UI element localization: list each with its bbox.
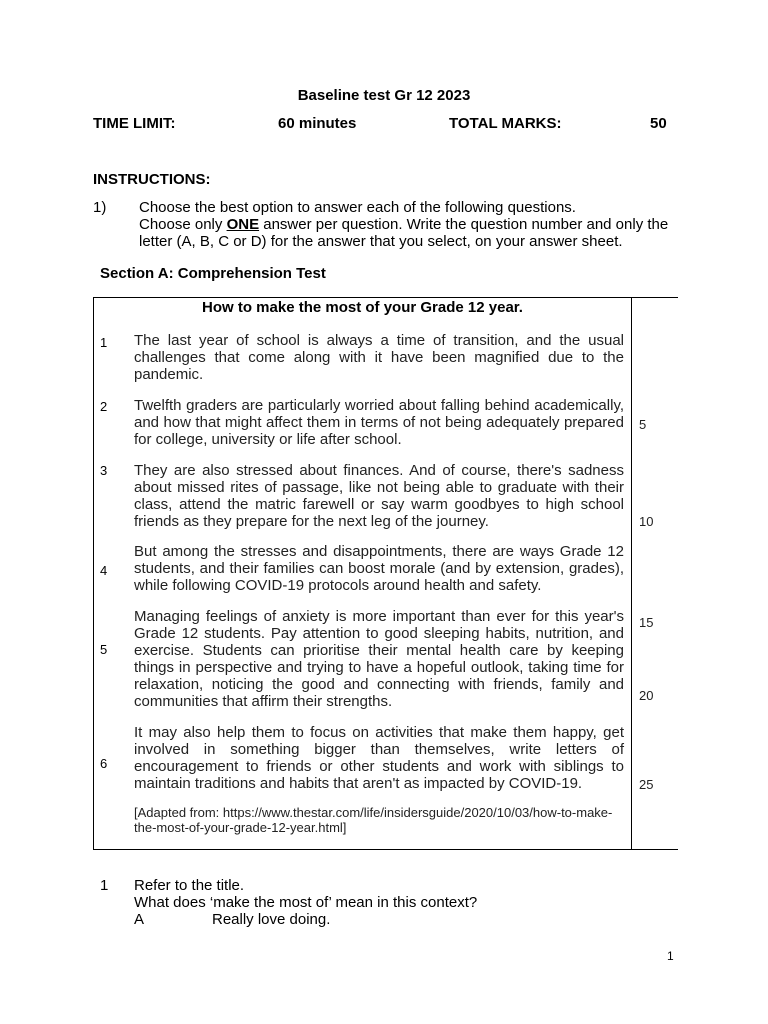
table-column-divider	[631, 297, 632, 850]
question-text	[134, 877, 477, 911]
article-paragraph: It may also help them to focus on activities that make them happy, get involved in something bigger than themselves, write letters of encouragement to friends or other students and work with siblings to maintain traditions and habits that aren't as impacted by COVID-19.	[134, 724, 624, 792]
line-number: 15	[639, 615, 654, 630]
document-title: Baseline test Gr 12 2023	[297, 87, 471, 104]
instruction-line-1: Choose the best option to answer each of the following questions.	[139, 199, 576, 216]
paragraph-number: 3	[100, 463, 108, 478]
emphasis-one: ONE	[226, 216, 260, 233]
option-a-text: Really love doing.	[212, 911, 331, 928]
article-paragraph: Managing feelings of anxiety is more important than ever for this year's Grade 12 students. Pay attention to good sleeping habits, nutrition, and exercise. Students can prioritise their mental health care by keeping things in perspective and trying to have a hopeful outlook, taking time for relaxation, noticing the good and connecting with friends, family and communities that affirm their strengths.	[134, 608, 624, 710]
total-marks-label: TOTAL MARKS:	[449, 115, 562, 132]
question-line-2: What does ‘make the most of’ mean in this context?	[134, 894, 478, 911]
instruction-line-2: Choose only ONE answer per question. Write the question number and only the letter (A, B, C or D) for the answer that you select, on your answer sheet.	[139, 216, 669, 250]
section-heading: Section A: Comprehension Test	[100, 265, 326, 282]
time-limit-value: 60 minutes	[278, 115, 357, 132]
paragraph-number: 6	[100, 756, 108, 771]
paragraph-number: 2	[100, 399, 108, 414]
article-source: [Adapted from: https://www.thestar.com/life/insidersguide/2020/10/03/how-to-make-the-most-of-your-grade-12-year.html]	[134, 805, 613, 835]
article-paragraph: The last year of school is always a time of transition, and the usual challenges that come along with it have been magnified due to the pandemic.	[134, 332, 624, 383]
paragraph-number: 1	[100, 335, 108, 350]
table-border-left	[93, 297, 94, 850]
instruction-number: 1)	[93, 199, 107, 216]
question-number: 1	[100, 877, 109, 894]
time-limit-label: TIME LIMIT:	[93, 115, 176, 132]
paragraph-number: 4	[100, 563, 108, 578]
table-border-bottom	[93, 849, 678, 850]
line-number: 20	[639, 688, 654, 703]
article-paragraph: They are also stressed about finances. And of course, there's sadness about missed rites of passage, like not being able to graduate with their class, attend the matric farewell or say warm goodbyes to high school friends as they prepare for the next leg of the journey.	[134, 462, 624, 530]
total-marks-value: 50	[650, 115, 667, 132]
article-paragraph: But among the stresses and disappointments, there are ways Grade 12 students, and their families can boost morale (and by extension, grades), while following COVID-19 protocols around health and safety.	[134, 543, 624, 594]
article-paragraph: Twelfth graders are particularly worried about falling behind academically, and how that might affect them in terms of not being adequately prepared for college, university or life after school.	[134, 397, 624, 448]
instructions-heading: INSTRUCTIONS:	[93, 171, 211, 188]
line-number: 5	[639, 417, 647, 432]
option-a-letter: A	[134, 911, 145, 928]
instruction-text	[139, 199, 679, 250]
line-number: 25	[639, 777, 654, 792]
line-number: 10	[639, 514, 654, 529]
table-border-top	[93, 297, 678, 298]
page-number: 1	[667, 949, 674, 963]
article-title: How to make the most of your Grade 12 year.	[202, 299, 523, 316]
question-line-1: Refer to the title.	[134, 877, 245, 894]
paragraph-number: 5	[100, 642, 108, 657]
